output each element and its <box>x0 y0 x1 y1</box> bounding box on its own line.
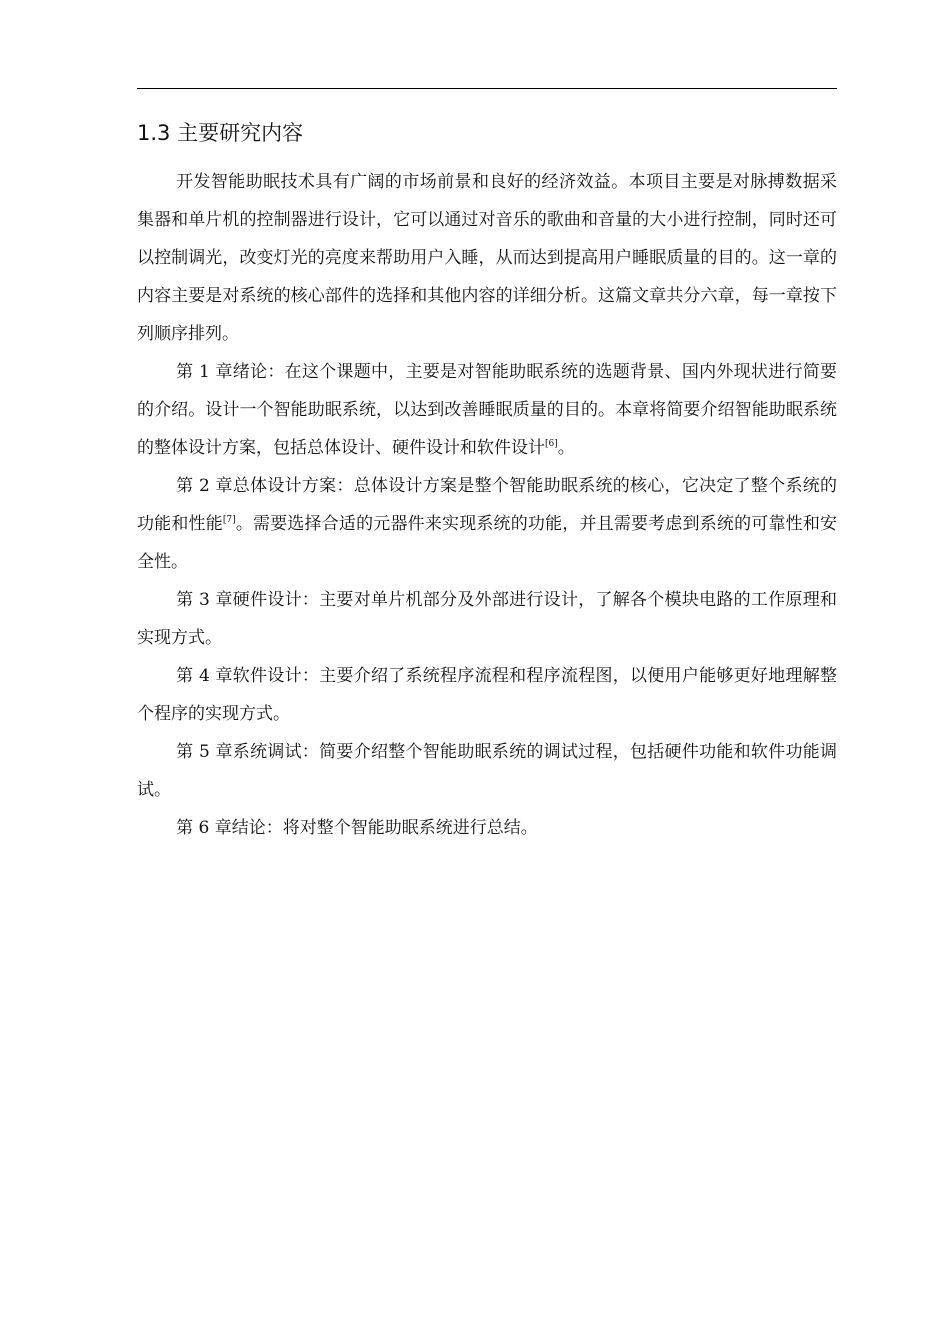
header-rule <box>137 88 837 89</box>
paragraph-text: 第 5 章系统调试：简要介绍整个智能助眠系统的调试过程，包括硬件功能和软件功能调试。 <box>137 742 837 800</box>
paragraph-text: 第 2 章总体设计方案：总体设计方案是整个智能助眠系统的核心，它决定了整个系统的功能和性能 <box>137 476 837 534</box>
paragraph-intro <box>137 163 837 353</box>
paragraph-text: 第 6 章结论：将对整个智能助眠系统进行总结。 <box>176 818 538 838</box>
paragraph-chapter-2 <box>137 467 837 581</box>
section-heading: 1.3 主要研究内容 <box>137 121 304 145</box>
citation-marker: [6] <box>545 439 558 449</box>
paragraph-chapter-3 <box>137 581 837 657</box>
paragraph-text: 第 4 章软件设计：主要介绍了系统程序流程和程序流程图，以便用户能够更好地理解整个程序的实现方式。 <box>137 666 837 724</box>
body-text <box>137 163 837 847</box>
paragraph-chapter-5 <box>137 733 837 809</box>
paragraph-chapter-6 <box>137 809 837 847</box>
paragraph-text-tail: 。需要选择合适的元器件来实现系统的功能，并且需要考虑到系统的可靠性和安全性。 <box>137 514 837 572</box>
paragraph-text-tail: 。 <box>557 438 575 458</box>
paragraph-text: 第 3 章硬件设计：主要对单片机部分及外部进行设计，了解各个模块电路的工作原理和实现方式。 <box>137 590 837 648</box>
citation-marker: [7] <box>222 515 236 525</box>
paragraph-text: 第 1 章绪论：在这个课题中，主要是对智能助眠系统的选题背景、国内外现状进行简要的介绍。设计一个智能助眠系统，以达到改善睡眠质量的目的。本章将简要介绍智能助眠系统的整体设计方案，包括总体设计、硬件设计和软件设计 <box>137 362 837 458</box>
paragraph-chapter-1 <box>137 353 837 467</box>
paragraph-chapter-4 <box>137 657 837 733</box>
paragraph-text: 开发智能助眠技术具有广阔的市场前景和良好的经济效益。本项目主要是对脉搏数据采集器和单片机的控制器进行设计，它可以通过对音乐的歌曲和音量的大小进行控制，同时还可以控制调光，改变灯光的亮度来帮助用户入睡，从而达到提高用户睡眠质量的目的。这一章的内容主要是对系统的核心部件的选择和其他内容的详细分析。这篇文章共分六章，每一章按下列顺序排列。 <box>137 172 837 344</box>
